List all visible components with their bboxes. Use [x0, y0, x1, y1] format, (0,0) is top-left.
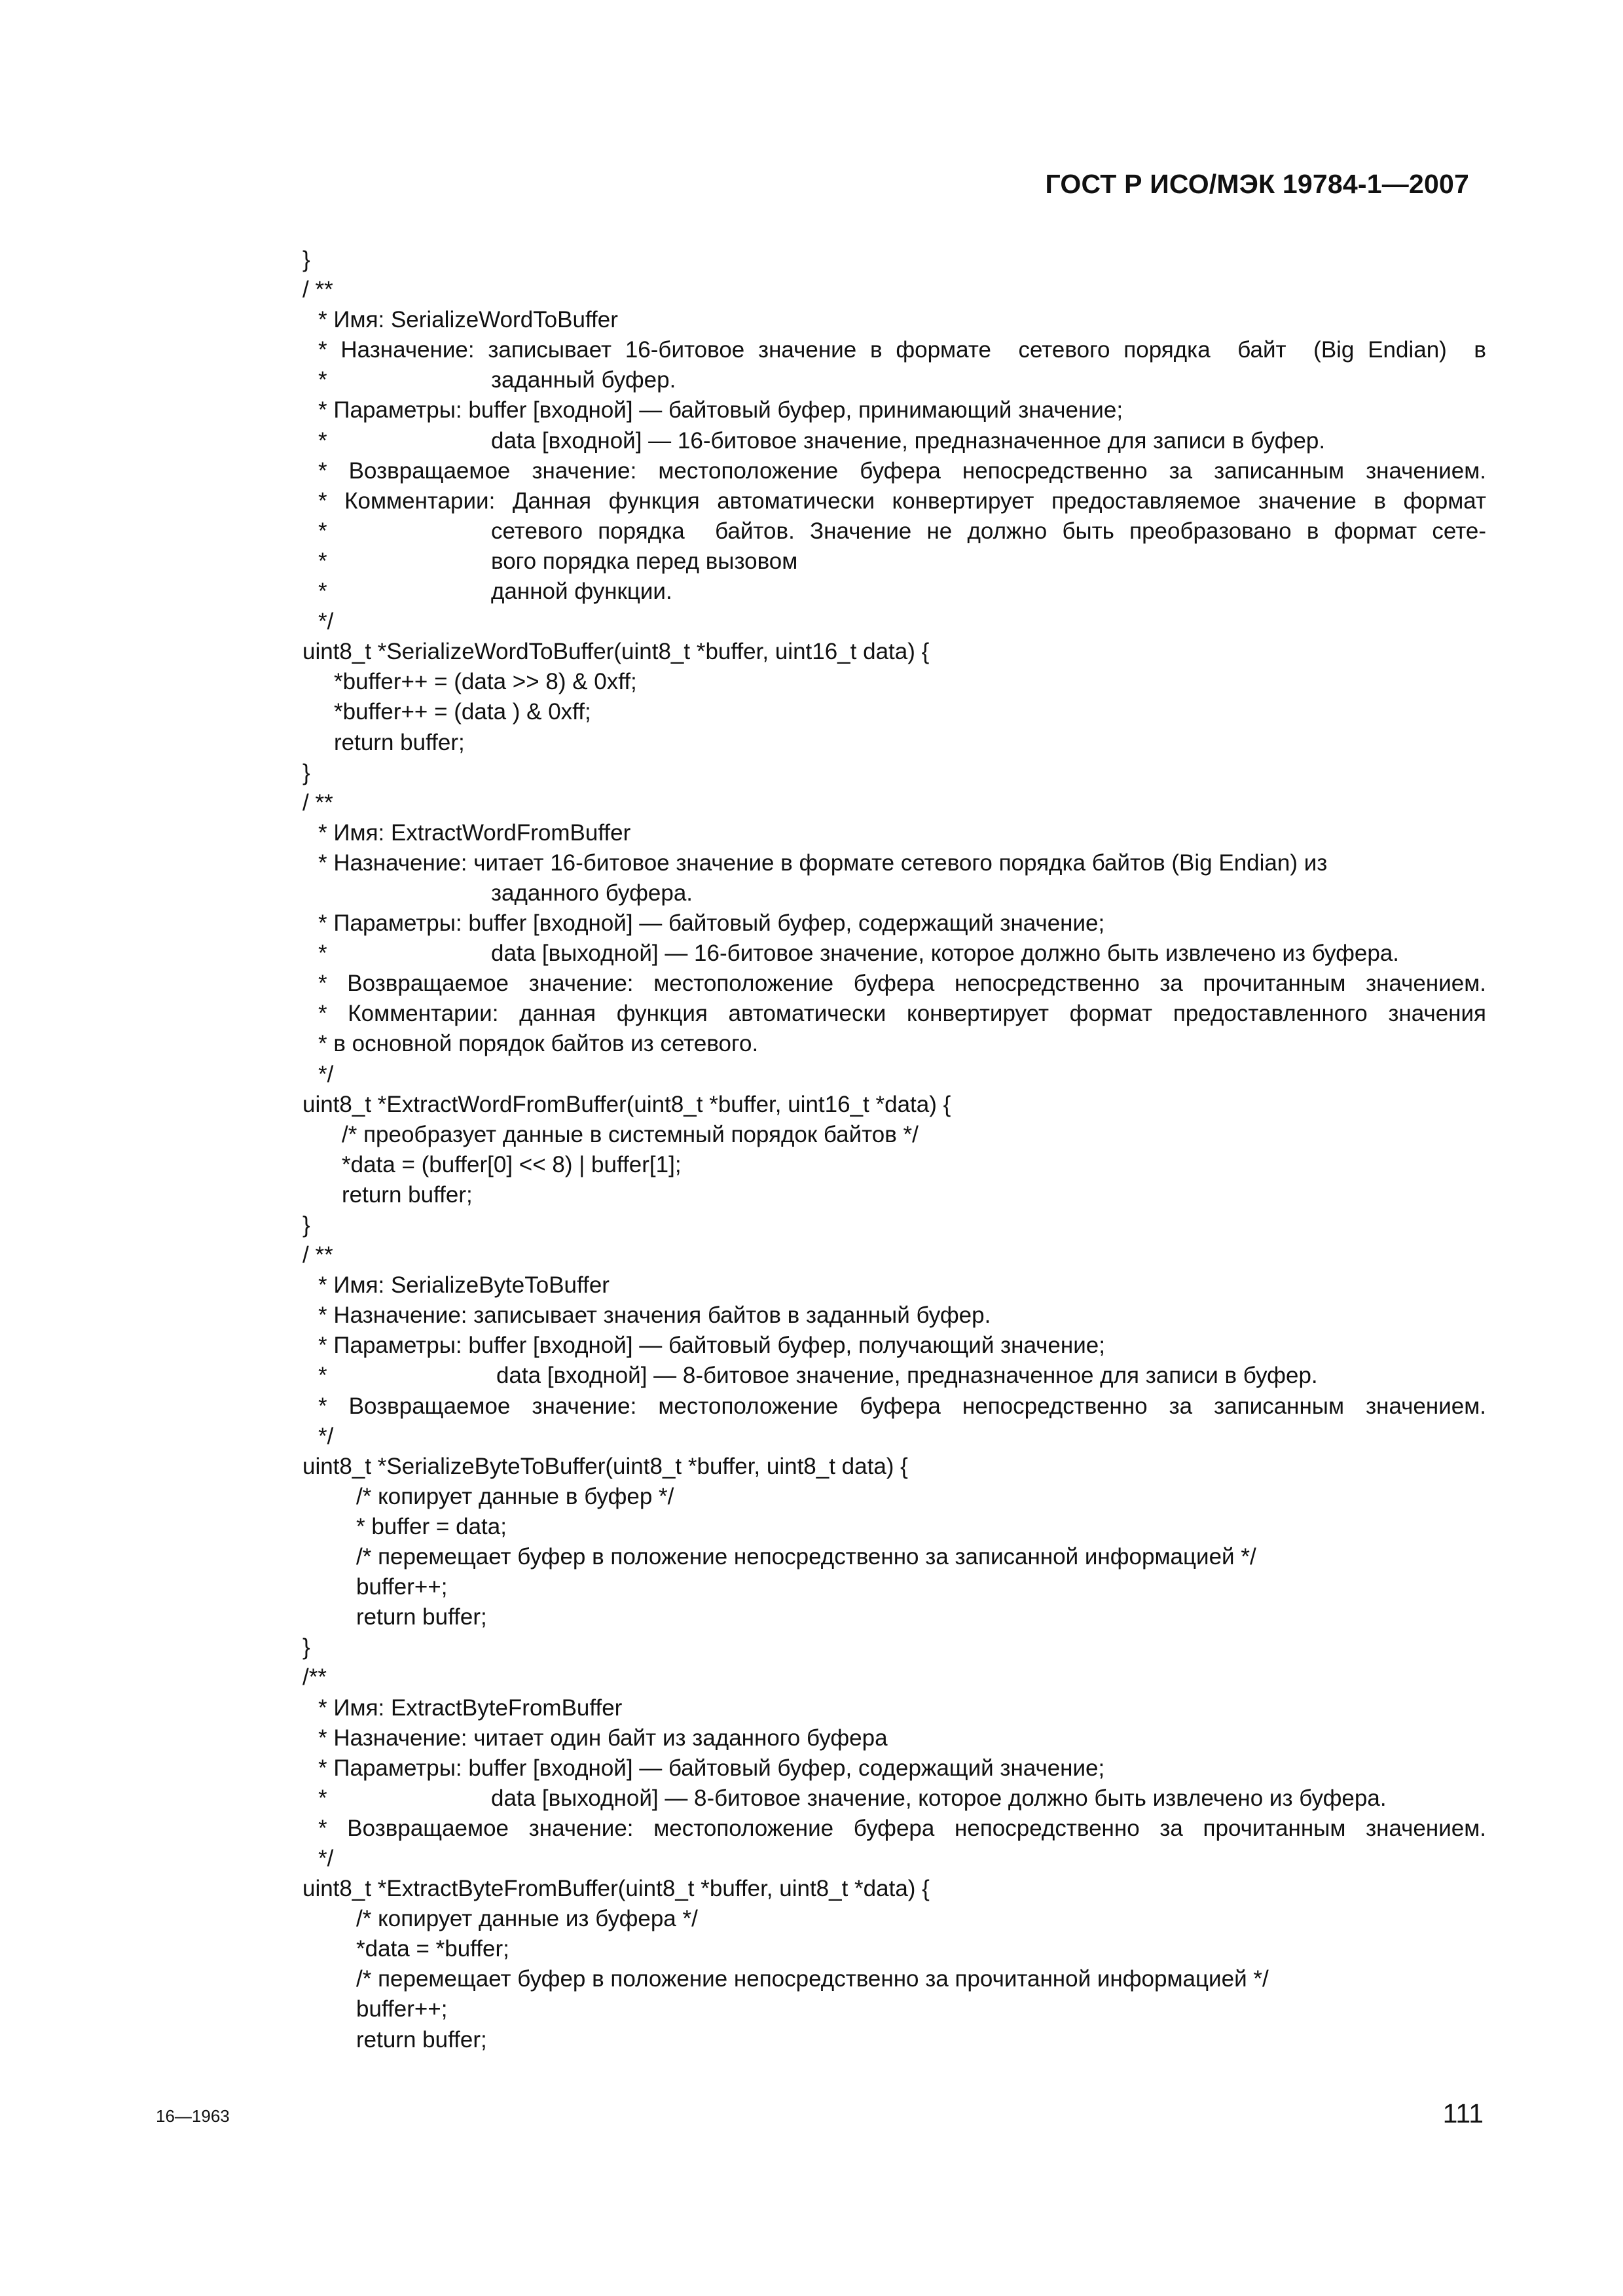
code-line: * Комментарии: Данная функция автоматически конвертирует предоставляемое значение в формат: [318, 488, 1486, 514]
code-line: * Возвращаемое значение: местоположение буфера непосредственно за записанным значением.: [318, 1393, 1486, 1419]
code-line: /* преобразует данные в системный порядок байтов */: [342, 1121, 919, 1147]
code-line: * Возвращаемое значение: местоположение буфера непосредственно за прочитанным значением.: [318, 971, 1486, 997]
code-line: * data [входной] — 16-битовое значение, предназначенное для записи в буфер.: [318, 427, 1326, 454]
code-line: * Возвращаемое значение: местоположение буфера непосредственно за записанным значением.: [318, 457, 1486, 484]
code-line: /**: [302, 1664, 327, 1691]
code-line: * Назначение: записывает 16-битовое значение в формате сетевого порядка байт (Big Endian) в: [318, 337, 1486, 363]
code-line: / **: [302, 277, 333, 303]
code-line: }: [302, 247, 310, 272]
code-line: * сетевого порядка байтов. Значение не должно быть преобразовано в формат сете-: [318, 518, 1486, 544]
code-line: * Имя: ExtractByteFromBuffer: [318, 1695, 623, 1721]
code-line: /* перемещает буфер в положение непосредственно за прочитанной информацией */: [356, 1966, 1269, 1992]
code-line: * buffer = data;: [356, 1513, 507, 1539]
code-line: uint8_t *SerializeWordToBuffer(uint8_t *buffer, uint16_t data) {: [302, 639, 930, 665]
code-line: buffer++;: [356, 1574, 448, 1600]
code-line: * Имя: SerializeByteToBuffer: [318, 1272, 610, 1299]
code-line: * Назначение: читает 16-битовое значение в формате сетевого порядка байтов (Big Endian) из: [318, 850, 1328, 876]
code-line: * Параметры: buffer [входной] — байтовый буфер, содержащий значение;: [318, 1755, 1105, 1781]
code-line: * Параметры: buffer [входной] — байтовый буфер, принимающий значение;: [318, 397, 1123, 423]
code-line: * Имя: ExtractWordFromBuffer: [318, 819, 631, 846]
code-line: *buffer++ = (data ) & 0xff;: [334, 699, 591, 725]
code-line: */: [318, 1061, 334, 1087]
code-line: * Параметры: buffer [входной] — байтовый буфер, содержащий значение;: [318, 910, 1105, 937]
print-code: 16—1963: [156, 2106, 230, 2126]
code-line: *buffer++ = (data >> 8) & 0xff;: [334, 669, 637, 695]
code-line: * Имя: SerializeWordToBuffer: [318, 307, 618, 333]
code-line: return buffer;: [342, 1181, 473, 1208]
code-line: }: [302, 759, 310, 785]
code-line: */: [318, 1423, 334, 1449]
code-line: * Параметры: buffer [входной] — байтовый буфер, получающий значение;: [318, 1333, 1105, 1359]
code-line: * данной функции.: [318, 579, 672, 605]
code-line: */: [318, 609, 334, 635]
code-line: / **: [302, 1242, 333, 1268]
code-line: * Возвращаемое значение: местоположение буфера непосредственно за прочитанным значением.: [318, 1815, 1486, 1841]
code-line: return buffer;: [356, 2026, 487, 2053]
code-line: * Назначение: читает один байт из заданного буфера: [318, 1725, 888, 1751]
code-line: /* копирует данные из буфера */: [356, 1906, 698, 1932]
code-line: *data = *buffer;: [356, 1936, 509, 1962]
code-line: buffer++;: [356, 1996, 448, 2022]
code-line: }: [302, 1212, 310, 1238]
code-line: uint8_t *SerializeByteToBuffer(uint8_t *buffer, uint8_t data) {: [302, 1453, 908, 1479]
code-line: * data [выходной] — 16-битовое значение, которое должно быть извлечено из буфера.: [318, 941, 1400, 967]
code-line: }: [302, 1634, 310, 1660]
code-line: *data = (buffer[0] << 8) | buffer[1];: [342, 1151, 682, 1177]
standard-code-header: ГОСТ Р ИСО/МЭК 19784-1—2007: [1045, 169, 1469, 199]
code-line: * вого порядка перед вызовом: [318, 548, 798, 574]
code-line: * Назначение: записывает значения байтов в заданный буфер.: [318, 1302, 991, 1329]
code-line: uint8_t *ExtractWordFromBuffer(uint8_t *buffer, uint16_t *data) {: [302, 1091, 951, 1117]
code-line: uint8_t *ExtractByteFromBuffer(uint8_t *buffer, uint8_t *data) {: [302, 1876, 930, 1902]
code-line: * Комментарии: данная функция автоматически конвертирует формат предоставленного значения: [318, 1001, 1486, 1027]
code-line: * data [выходной] — 8-битовое значение, которое должно быть извлечено из буфера.: [318, 1785, 1387, 1811]
code-line: * заданный буфер.: [318, 367, 676, 393]
code-line: /* перемещает буфер в положение непосредственно за записанной информацией */: [356, 1544, 1256, 1570]
code-line: / **: [302, 789, 333, 816]
code-line: return buffer;: [334, 729, 465, 755]
code-line: * data [входной] — 8-битовое значение, предназначенное для записи в буфер.: [318, 1363, 1318, 1389]
code-line: return buffer;: [356, 1604, 487, 1630]
code-line: /* копирует данные в буфер */: [356, 1483, 674, 1509]
code-line: * в основной порядок байтов из сетевого.: [318, 1031, 759, 1057]
code-line: заданного буфера.: [491, 880, 693, 906]
code-line: */: [318, 1845, 334, 1871]
code-listing: [302, 245, 1486, 2055]
page-number: 111: [1442, 2098, 1484, 2128]
